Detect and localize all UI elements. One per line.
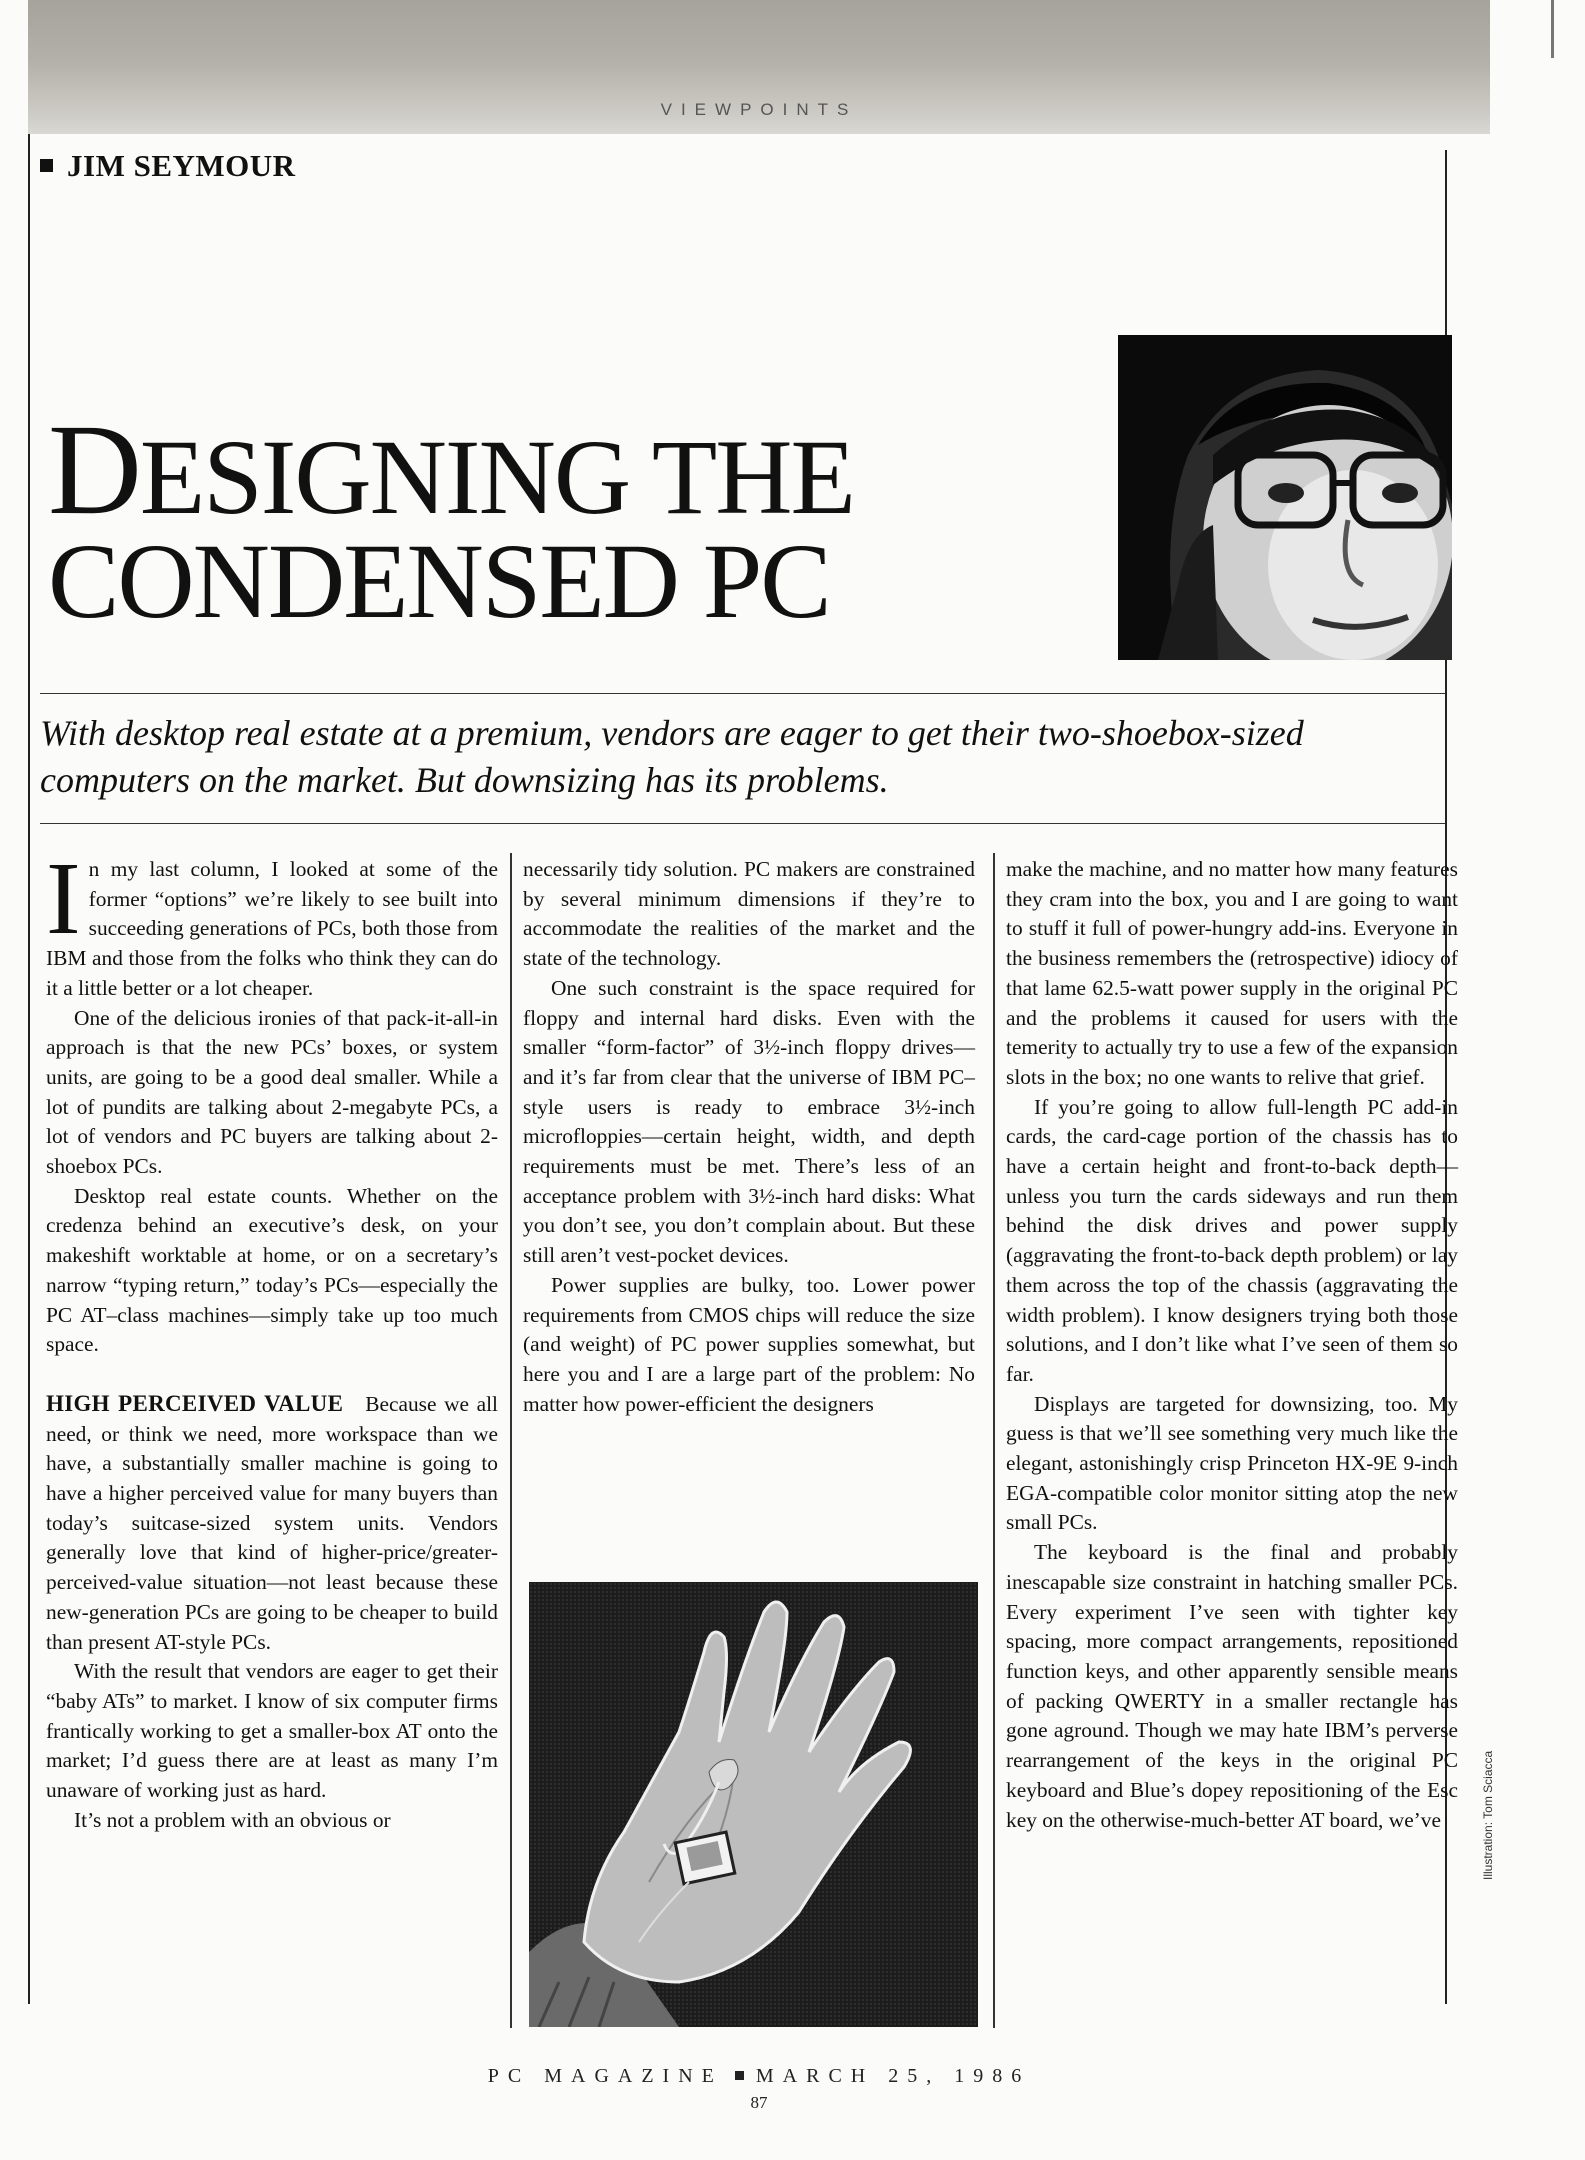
magazine-name: PC MAGAZINE <box>487 2065 723 2087</box>
body-paragraph: make the machine, and no matter how many features they cram into the box, you and I are going to want to stuff it full of power-hungry add-ins. Everyone in the business remembers the (retrospective) idiocy of that lame 62.5-watt power supply in the original PC and the problems it caused for users with the temerity to actually try to use a few of the expansion slots in the box; no one wants to relive that grief. <box>1006 857 1459 1089</box>
frame-rule-left <box>28 134 30 2004</box>
illustration-credit: Illustration: Tom Sciacca <box>1481 1750 1495 1880</box>
rule-below-deck <box>40 823 1445 824</box>
body-paragraph: With the result that vendors are eager to get their “baby ATs” to market. I know of six computer firms frantically working to get a smaller-box AT onto the market; I’d guess there are at least as many I’m unaware of working just as hard. <box>46 1659 498 1803</box>
column-rule-1 <box>510 853 512 2028</box>
body-paragraph <box>46 841 498 1004</box>
bullet-square-icon <box>40 159 53 172</box>
article-column-1 <box>46 841 498 1836</box>
body-paragraph: One such constraint is the space required for floppy and internal hard disks. Even with the smaller “form-factor” of 3½-inch floppy drives—and it’s far from clear that the universe of IBM PC–style users is ready to embrace 3½-inch microfloppies—certain height, width, and depth requirements must be met. There’s less of an acceptance problem with 3½-inch hard disks: What you don’t see, you don’t complain about. But these still aren’t vest-pocket devices. <box>523 975 975 1268</box>
body-paragraph: It’s not a problem with an obvious or <box>74 1807 391 1832</box>
portrait-illustration <box>1118 335 1452 660</box>
headline-initial: D <box>48 398 140 542</box>
byline <box>40 148 296 184</box>
column-rule-2 <box>993 853 995 2028</box>
body-paragraph: Desktop real estate counts. Whether on the credenza behind an executive’s desk, on your makeshift worktable at home, or on a secretary’s narrow “typing return,” today’s PCs—especially the PC AT–class machines—simply take up too much space. <box>46 1183 498 1357</box>
body-paragraph: If you’re going to allow full-length PC add-in cards, the card-cage portion of the chassis has to have a certain height and front-to-back depth—unless you turn the cards sideways and run them behind the disk drives and power supply (aggravating the front-to-back depth problem) or lay them across the top of the chassis (aggravating the width problem). I know designers trying both those solutions, and I don’t like what I’ve seen of them so far. <box>1006 1094 1458 1386</box>
author-portrait <box>1118 335 1452 660</box>
rule-above-deck <box>40 693 1445 694</box>
body-paragraph: necessarily tidy solution. PC makers are constrained by several minimum dimensions if they’re to accommodate the realities of the market and the state of the technology. <box>523 857 975 971</box>
hand-with-computer-illustration <box>529 1582 978 2027</box>
page-footer <box>28 2065 1490 2088</box>
issue-date: MARCH 25, 1986 <box>755 2065 1031 2087</box>
paragraph-text: Because we all need, or think we need, more workspace than we have, a substantially smaller machine is going to have a higher perceived value for many buyers than today’s suitcase-sized system units. Vendors generally love that kind of higher-price/greater-perceived-value situation—not least because these new-generation PCs are going to be cheaper to build than present AT-style PCs. <box>46 1391 498 1654</box>
headline-line1: ESIGNING THE <box>139 419 854 537</box>
section-label: VIEWPOINTS <box>660 100 858 119</box>
body-paragraph <box>46 1389 498 1657</box>
paragraph-text: n my last column, I looked at some of the former “options” we’re likely to see built into succeeding generations of PCs, both those from IBM and those from the folks who think they can do it a little better or a lot cheaper. <box>46 857 498 1000</box>
body-paragraph: The keyboard is the final and probably inescapable size constraint in hatching smaller PCs. Every experiment I’ve seen with tighter key spacing, more compact arrangements, repositioned function keys, and other apparently sensible means of packing QWERTY in a smaller rectangle has gone aground. Though we may hate IBM’s perverse rearrangement of the keys in the original PC keyboard and Blue’s dopey repositioning of the Esc key on the otherwise-much-better AT board, we’ve <box>1006 1540 1458 1832</box>
headline <box>48 398 854 641</box>
page-edge-mark <box>1551 0 1554 58</box>
drop-cap: I <box>46 841 81 956</box>
article-deck: With desktop real estate at a premium, vendors are eager to get their two-shoebox-sized computers on the market. But downsizing has its problems. <box>40 713 1304 800</box>
hand-illustration <box>529 1582 978 2027</box>
body-paragraph: Power supplies are bulky, too. Lower power requirements from CMOS chips will reduce the size (and weight) of PC power supplies somewhat, but here you and I are a large part of the problem: No matter how power-efficient the designers <box>523 1272 975 1416</box>
article-column-3 <box>1006 855 1458 1835</box>
bullet-square-icon <box>735 2071 744 2080</box>
body-paragraph: Displays are targeted for downsizing, too. My guess is that we’ll see something very much like the elegant, astonishingly crisp Princeton HX-9E 9-inch EGA-compatible color monitor sitting atop the new small PCs. <box>1006 1391 1458 1535</box>
subheading: HIGH PERCEIVED VALUE <box>46 1390 344 1416</box>
headline-line2: CONDENSED PC <box>48 523 830 641</box>
page-number: 87 <box>750 2093 768 2112</box>
article-column-2 <box>523 855 975 1419</box>
body-paragraph: One of the delicious ironies of that pack-it-all-in approach is that the new PCs’ boxes, or system units, are going to be a good deal smaller. While a lot of pundits are talking about 2-megabyte PCs, a lot of vendors and PC buyers are talking about 2-shoebox PCs. <box>46 1005 498 1179</box>
author-name: JIM SEYMOUR <box>67 148 296 183</box>
